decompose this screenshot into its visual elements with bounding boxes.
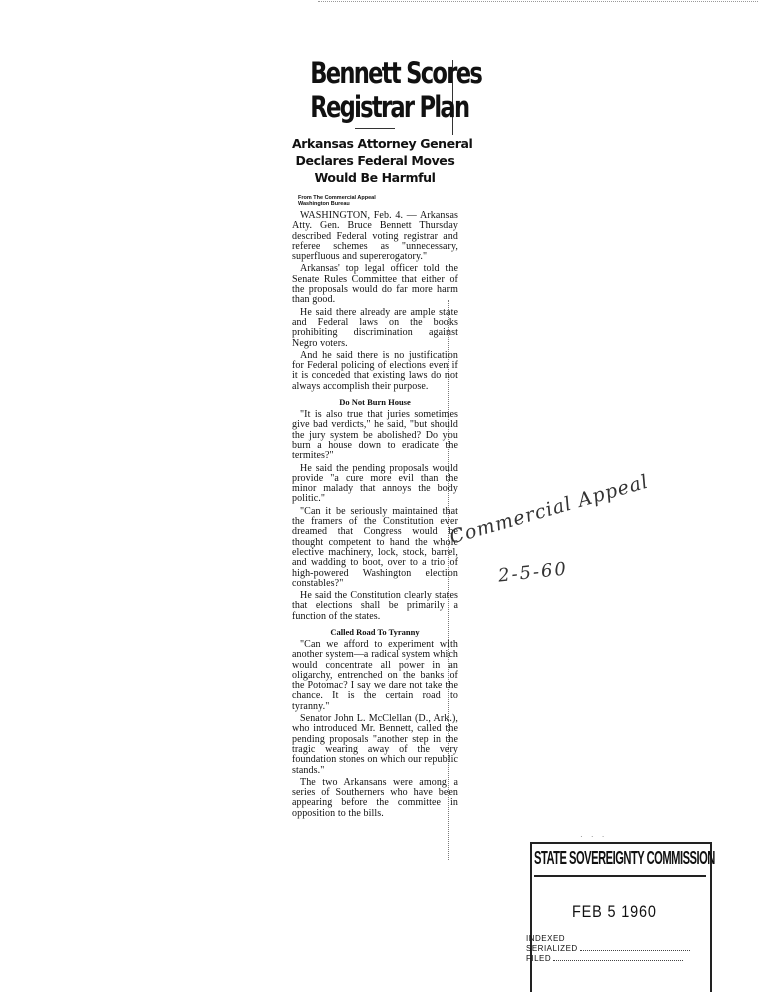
headline-line-1: Bennett Scores [310, 56, 482, 90]
subhead-line-3: Would Be Harmful [314, 170, 436, 185]
article-paragraph: And he said there is no justification for Federal policing of elections even if it is conceded that existing laws do not always accomplish their purpose. [292, 349, 458, 392]
article-paragraph: Senator John L. McClellan (D., Ark.), who introduced Mr. Bennett, called the pending proposals "another step in the tragic wearing away of the very foundation stones on which our republic stands." [292, 713, 458, 776]
article-paragraph: He said the pending proposals would provide "a cure more evil than the minor malady that annoys the body politic." [292, 462, 458, 505]
article-paragraph: "Can it be seriously maintained that the framers of the Constitution ever dreamed that Congress would be thought competent to hand the whole elective machinery, lock, stock, barrel, and wadding to boot, over to a trio of high-powered Washington election constables?" [292, 505, 458, 589]
subheadline [292, 135, 473, 186]
article-paragraph: Arkansas' top legal officer told the Senate Rules Committee that either of the proposals would do far more harm than good. [292, 263, 458, 306]
crosshead-road-to-tyranny: Called Road To Tyranny [330, 626, 420, 637]
article-paragraph: The two Arkansans were among a series of Southerners who have been appearing before the committee in opposition to the bills. [292, 776, 458, 819]
stamp-row-dots [580, 950, 690, 951]
headline-line-2: Registrar Plan [310, 90, 469, 124]
top-dotted-border [318, 1, 758, 2]
newspaper-clipping [292, 48, 482, 968]
article-paragraph: He said the Constitution clearly states that elections shall be primarily a function of the states. [292, 590, 458, 622]
stamp-row-label: FILED [526, 954, 552, 963]
stamp-date: FEB 5 1960 [572, 902, 657, 921]
stamp-row-label: SERIALIZED [526, 944, 578, 953]
headline-rule [355, 128, 395, 129]
headline [310, 56, 482, 124]
stamp-title-rule [534, 875, 706, 877]
source-line-2: Washington Bureau [298, 201, 350, 207]
stamp-title: STATE SOVEREIGNTY COMMISSION [534, 848, 715, 868]
handwritten-date-note: 2-5-60 [497, 558, 569, 587]
crosshead-do-not-burn-house: Do Not Burn House [339, 397, 411, 408]
stamp-row-label: INDEXED [526, 934, 566, 943]
article-paragraph: "It is also true that juries sometimes give bad verdicts," he said, "but should the jury system be abolished? Do you burn a house down to eradicate the termites?" [292, 409, 458, 462]
source-line-1: From The Commercial Appeal [298, 195, 376, 201]
stamp-row-dots [553, 960, 683, 961]
subhead-line-2: Declares Federal Moves [295, 153, 455, 168]
article-paragraph: He said there already are ample state and Federal laws on the books prohibiting discrimination against Negro voters. [292, 306, 458, 349]
source-credit [298, 195, 458, 207]
stamp-row-filed [526, 954, 683, 963]
commission-stamp [522, 832, 715, 983]
subhead-line-1: Arkansas Attorney General [292, 136, 473, 151]
article-paragraph: "Can we afford to experiment with another system—a radical system which would concentrate all power in an oligarchy, entrenched on the banks of the Potomac? I say we dare not take the chance. It is the certain road to tyranny." [292, 638, 458, 712]
stamp-row-indexed [526, 934, 565, 943]
handwritten-source-note: Commercial Appeal [446, 470, 652, 549]
stamp-row-serialized [526, 944, 690, 953]
article-paragraph: WASHINGTON, Feb. 4. — Arkansas Atty. Gen. Bruce Bennett Thursday described Federal voting registrar and referee schemes as "unnecessary, superfluous and supererogatory." [292, 210, 458, 263]
stamp-ink-specks: · · · [580, 832, 608, 841]
